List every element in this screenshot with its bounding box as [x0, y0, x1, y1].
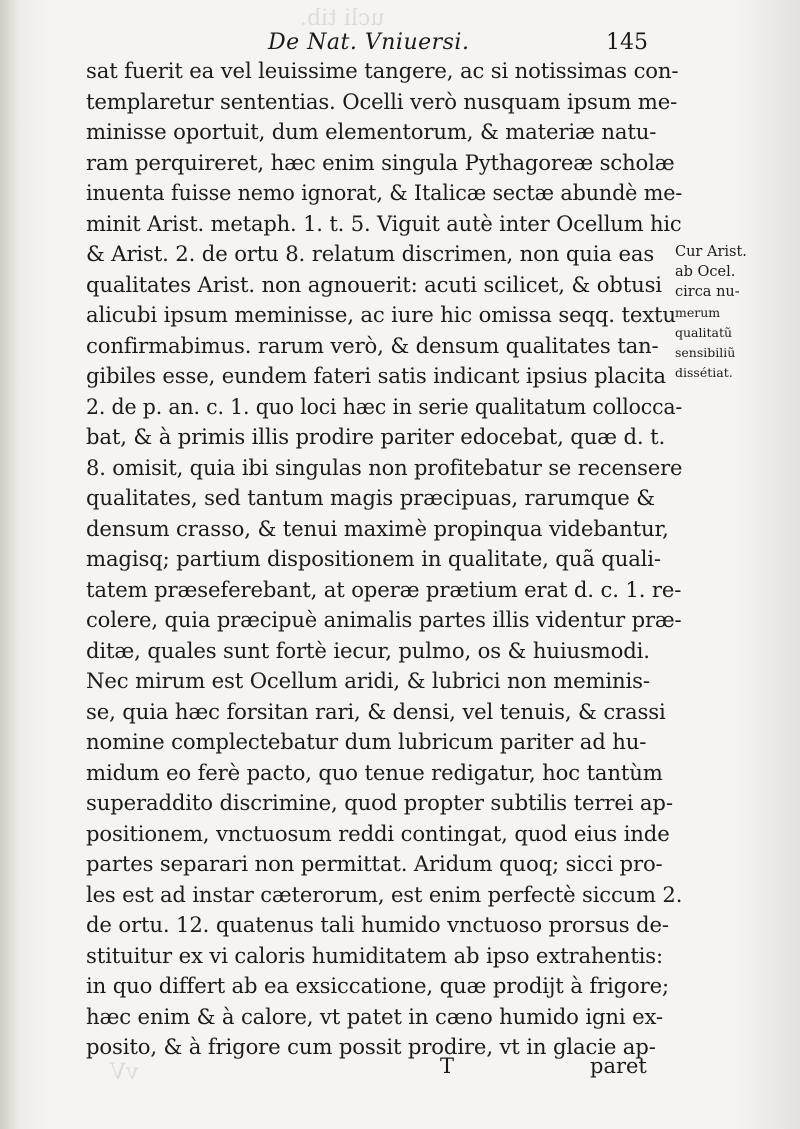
- text-line: partes separari non permittat. Aridum quoq; sicci pro-: [86, 851, 663, 876]
- text-line: gibiles esse, eundem fateri satis indicant ipsius placita: [86, 363, 666, 388]
- text-line: positionem, vnctuosum reddi contingat, quod eius inde: [86, 820, 670, 846]
- text-line: nomine complectebatur dum lubricum pariter ad hu-: [86, 729, 647, 754]
- text-line: confirmabimus. rarum verò, & densum qualitates tan-: [86, 332, 659, 358]
- text-line: 8. omisit, quia ibi singulas non profitebatur se recensere: [86, 454, 682, 480]
- text-line: minisse oportuit, dum elementorum, & materiæ natu-: [86, 119, 657, 144]
- text-line: in quo differt ab ea exsiccatione, quæ prodijt à frigore;: [86, 973, 669, 998]
- text-line: bat, & à primis illis prodire pariter edocebat, quæ d. t.: [86, 424, 666, 449]
- marginal-note-line: qualitatũ: [675, 324, 733, 340]
- catchword: paret: [590, 1054, 647, 1078]
- text-line: alicubi ipsum meminisse, ac iure hic omissa seqq. textu: [86, 302, 676, 327]
- text-line: tatem præseferebant, at operæ prætium erat d. c. 1. re-: [86, 576, 682, 602]
- text-line: ditæ, quales sunt fortè iecur, pulmo, os & huiusmodi.: [86, 637, 650, 663]
- marginal-note-line: sensibiliũ: [675, 344, 736, 360]
- text-line: 2. de p. an. c. 1. quo loci hæc in serie qualitatum collocca-: [86, 393, 682, 419]
- marginal-note-line: dissétiat.: [675, 365, 733, 381]
- text-line: minit Arist. metaph. 1. t. 5. Viguit autè inter Ocellum hic: [86, 210, 682, 236]
- text-line: midum eo ferè pacto, quo tenue redigatur, hoc tantùm: [86, 759, 663, 785]
- text-line: magisq; partium dispositionem in qualitate, quã quali-: [86, 546, 661, 571]
- text-line: les est ad instar cæterorum, est enim perfectè siccum 2.: [86, 881, 682, 907]
- show-through-text: vV: [110, 1060, 139, 1085]
- marginal-note: [675, 242, 790, 383]
- text-line: de ortu. 12. quatenus tali humido vnctuoso prorsus de-: [86, 912, 669, 937]
- text-line: qualitates Arist. non agnouerit: acuti scilicet, & obtusi: [86, 271, 662, 297]
- marginal-note-line: circa nu-: [675, 284, 740, 301]
- text-line: stituitur ex vi caloris humiditatem ab ipso extrahentis:: [86, 942, 664, 968]
- marginal-note-line: Cur Arist.: [675, 244, 747, 260]
- text-line: inuenta fuisse nemo ignorat, & Italicæ sectæ abundè me-: [86, 180, 682, 205]
- page-header: [0, 28, 800, 58]
- text-line: & Arist. 2. de ortu 8. relatum discrimen, non quia eas: [86, 241, 655, 266]
- text-line: densum crasso, & tenui maximè propinqua videbantur,: [86, 515, 669, 541]
- text-line: qualitates, sed tantum magis præcipuas, rarumque &: [86, 485, 655, 510]
- text-line: colere, quia præcipuè animalis partes illis videntur præ-: [86, 607, 682, 632]
- text-line: sat fuerit ea vel leuissime tangere, ac si notissimas con-: [86, 58, 679, 83]
- text-line: hæc enim & à calore, vt patet in cæno humido igni ex-: [86, 1003, 663, 1029]
- running-head: De Nat. Vniuersi.: [268, 30, 470, 55]
- text-line: superaddito discrimine, quod propter subtilis terrei ap-: [86, 790, 673, 815]
- main-text-block: [86, 56, 682, 1063]
- marginal-note-line: merum: [675, 304, 721, 320]
- marginal-note-line: ab Ocel.: [675, 264, 736, 281]
- text-line: templaretur sententias. Ocelli verò nusquam ipsum me-: [86, 88, 678, 114]
- text-line: Nec mirum est Ocellum aridi, & lubrici non meminis-: [86, 668, 650, 693]
- text-line: se, quia hæc forsitan rari, & densi, vel tenuis, & crassi: [86, 698, 666, 724]
- show-through-text: ucli tib.: [300, 6, 385, 31]
- text-line: posito, & à frigore cum possit prodire, vt in glacie ap-: [86, 1034, 656, 1059]
- page-number: 145: [606, 30, 648, 55]
- signature-mark: T: [440, 1054, 455, 1078]
- text-line: ram perquireret, hæc enim singula Pythagoreæ scholæ: [86, 149, 675, 175]
- binding-gutter-shadow: [0, 0, 18, 1129]
